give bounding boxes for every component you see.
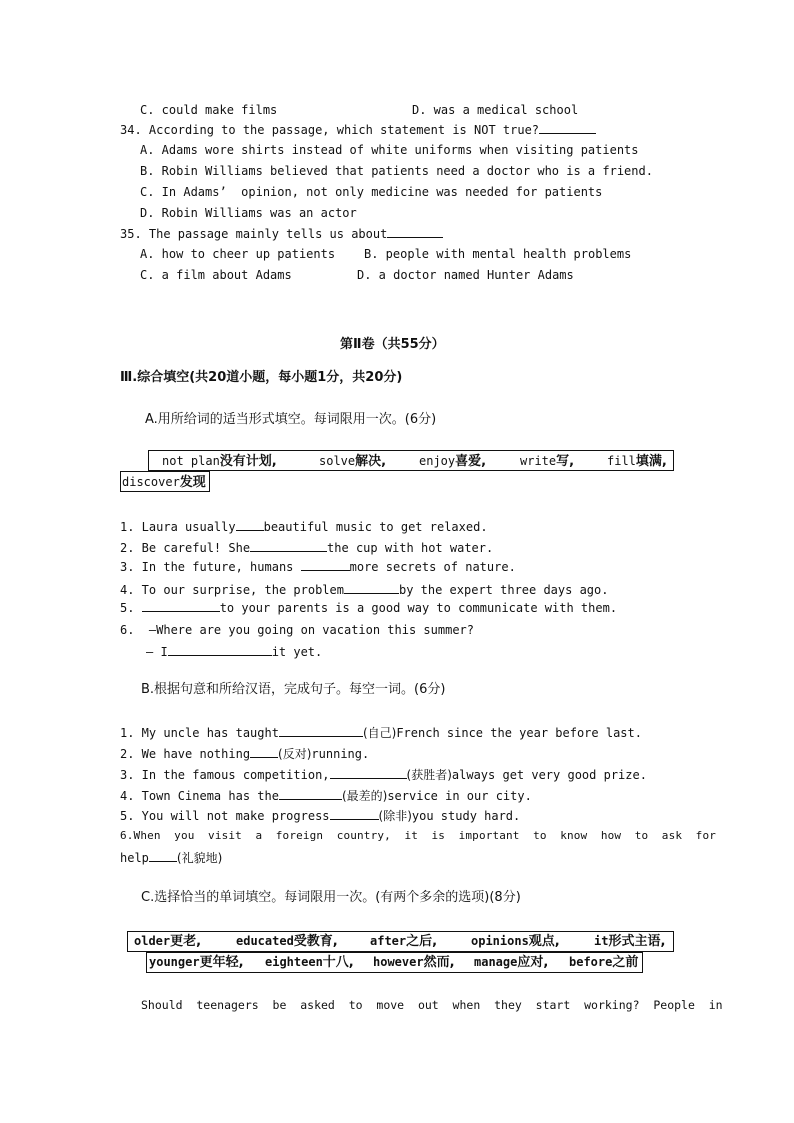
word-educated: educated受教育, (236, 934, 338, 949)
section-a-instruction: A.用所给词的适当形式填空。每词限用一次。(6分) (145, 412, 437, 427)
section3-title: Ⅲ.综合填空(共20道小题，每小题1分，共20分) (120, 370, 403, 385)
q35-option-c: C. a film about Adams (140, 268, 292, 282)
word-fill: fill填满, (607, 454, 667, 469)
answer-blank[interactable] (330, 766, 407, 779)
answer-blank[interactable] (149, 849, 177, 862)
q35-option-a: A. how to cheer up patients (140, 247, 336, 261)
word-before: before之前 (569, 955, 639, 970)
b-item-1: 1. My uncle has taught (自己)French since the year before last. (120, 726, 642, 740)
section-c-instruction: C.选择恰当的单词填空。每词限用一次。(有两个多余的选项)(8分) (141, 890, 521, 905)
answer-blank[interactable] (168, 643, 272, 656)
word-manage: manage应对, (474, 955, 549, 970)
word-enjoy: enjoy喜爱, (419, 454, 487, 469)
answer-blank[interactable] (539, 121, 596, 134)
a-item-4: 4. To our surprise, the problem by the expert three days ago. (120, 583, 609, 597)
answer-blank[interactable] (236, 518, 264, 531)
q35-option-b: B. people with mental health problems (364, 247, 632, 261)
b-item-3: 3. In the famous competition, (获胜者)always get very good prize. (120, 768, 647, 782)
q34-option-c: C. In Adams’ opinion, not only medicine was needed for patients (140, 185, 603, 199)
answer-blank[interactable] (301, 558, 350, 571)
word-discover: discover发现 (122, 475, 206, 490)
q33-option-c: C. could make films (140, 103, 278, 117)
answer-blank[interactable] (279, 787, 342, 800)
q33-option-d: D. was a medical school (412, 103, 579, 117)
q35-stem: 35. The passage mainly tells us about (120, 225, 443, 242)
b-item-4: 4. Town Cinema has the (最差的)service in our city. (120, 789, 532, 803)
b-item-6-line2: help (礼貌地) (120, 851, 223, 865)
a-item-2: 2. Be careful! She the cup with hot water. (120, 541, 494, 555)
word-eighteen: eighteen十八, (265, 955, 354, 970)
passage-first-line: Should teenagers be asked to move out when they start working? People in (141, 998, 723, 1012)
q34-option-d: D. Robin Williams was an actor (140, 206, 357, 220)
word-after: after之后, (370, 934, 438, 949)
q34-option-a: A. Adams wore shirts instead of white uniforms when visiting patients (140, 143, 639, 157)
a-item-1: 1. Laura usually beautiful music to get relaxed. (120, 520, 488, 534)
answer-blank[interactable] (142, 599, 220, 612)
answer-blank[interactable] (279, 724, 363, 737)
word-older: older更老, (134, 934, 202, 949)
a-item-5: 5. to your parents is a good way to communicate with them. (120, 601, 618, 615)
a-item-6-question: 6. —Where are you going on vacation this summer? (120, 623, 475, 637)
a-item-3: 3. In the future, humans more secrets of nature. (120, 560, 516, 574)
q35-option-d: D. a doctor named Hunter Adams (357, 268, 574, 282)
answer-blank[interactable] (250, 745, 278, 758)
word-it: it形式主语, (594, 934, 666, 949)
answer-blank[interactable] (250, 539, 327, 552)
word-opinions: opinions观点, (471, 934, 560, 949)
b-item-2: 2. We have nothing (反对)running. (120, 747, 370, 761)
answer-blank[interactable] (387, 225, 443, 238)
answer-blank[interactable] (344, 581, 399, 594)
section-b-instruction: B.根据句意和所给汉语，完成句子。每空一词。(6分) (141, 682, 446, 697)
part2-title: 第Ⅱ卷（共55分） (340, 337, 445, 352)
q34-stem: 34. According to the passage, which statement is NOT true? (120, 121, 596, 138)
word-write: write写, (520, 454, 575, 469)
a-item-6-answer: — I it yet. (146, 645, 323, 659)
word-younger: younger更年轻, (149, 955, 244, 970)
q34-option-b: B. Robin Williams believed that patients need a doctor who is a friend. (140, 164, 653, 178)
answer-blank[interactable] (330, 807, 379, 820)
word-solve: solve解决, (319, 454, 387, 469)
word-not-plan: not plan没有计划, (162, 454, 277, 469)
b-item-5: 5. You will not make progress (除非)you study hard. (120, 809, 521, 823)
b-item-6-line1: 6.When you visit a foreign country, it is important to know how to ask for (120, 829, 716, 842)
word-however: however然而, (373, 955, 455, 970)
